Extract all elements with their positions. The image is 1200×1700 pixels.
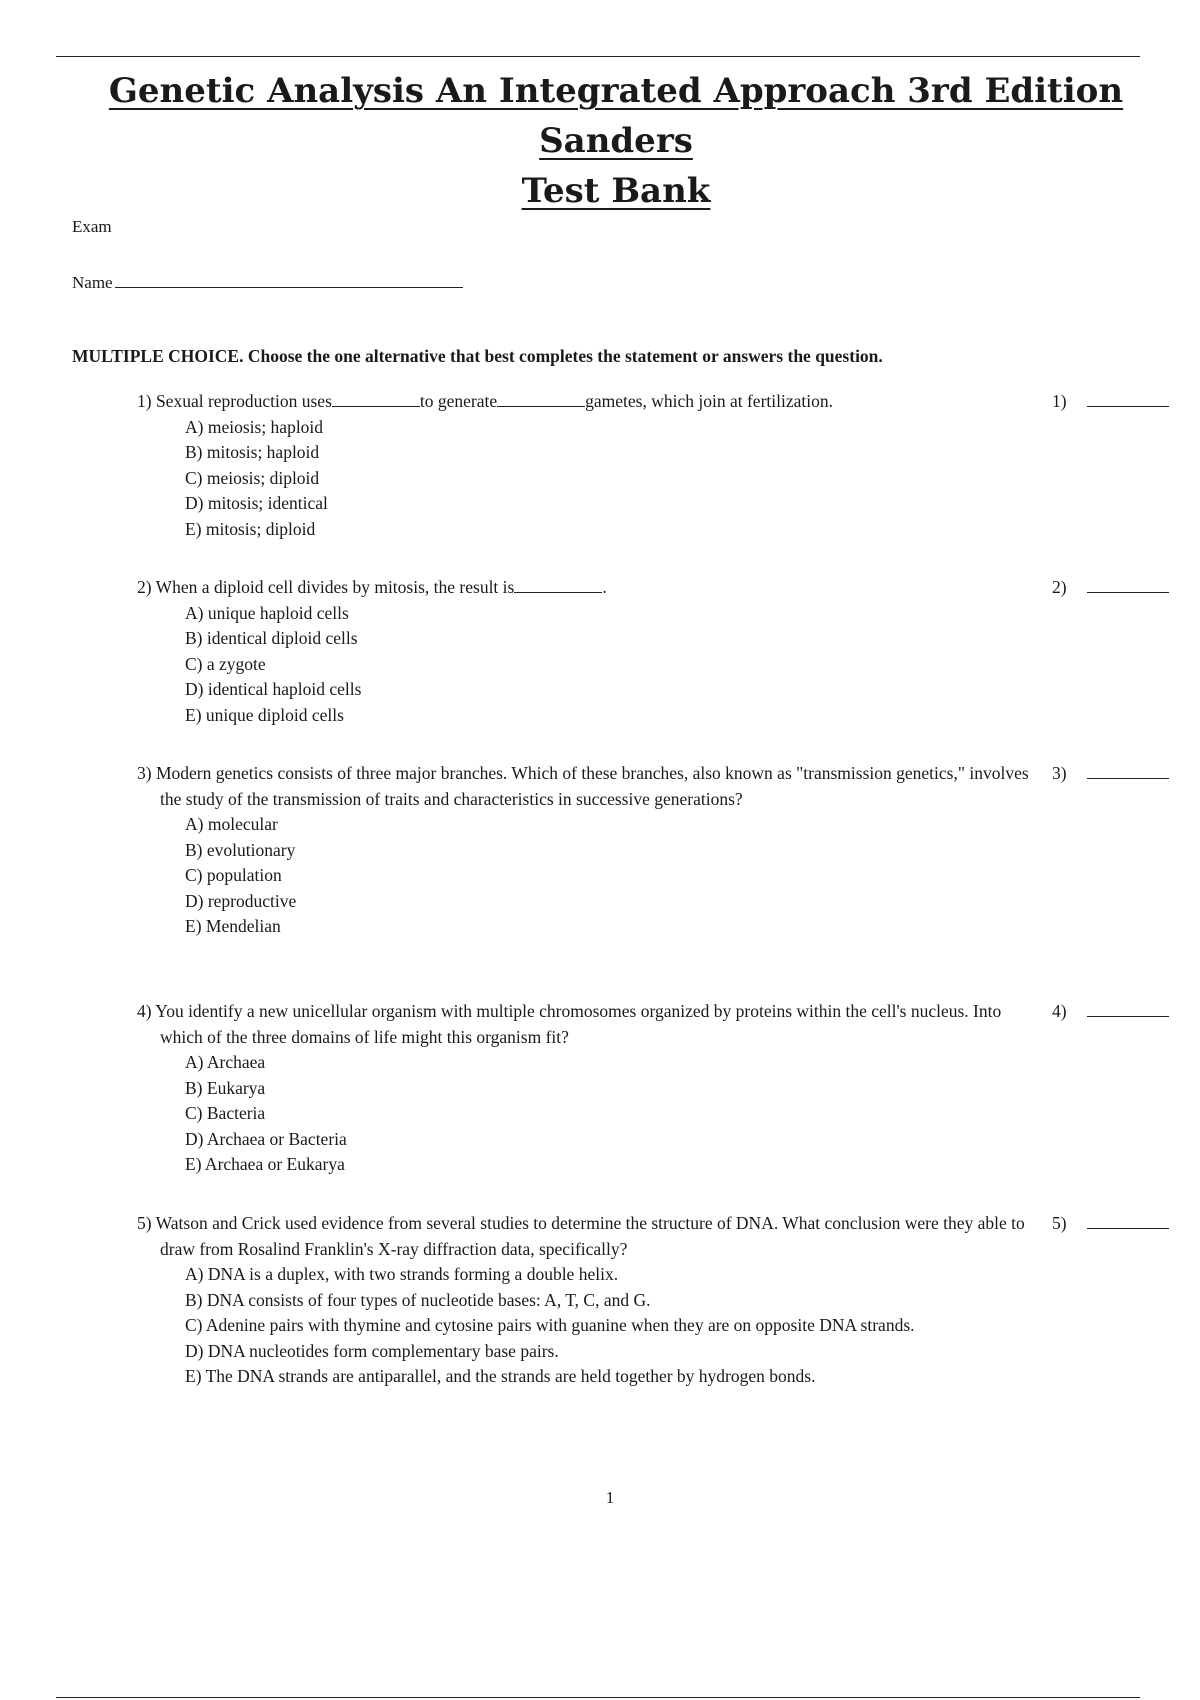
name-field xyxy=(72,269,463,293)
answer-slot-2[interactable]: 2) xyxy=(1052,575,1169,601)
question-1 xyxy=(137,389,1117,542)
question-3-options xyxy=(137,812,1117,940)
answer-slot-4[interactable]: 4) xyxy=(1052,999,1169,1025)
option[interactable]: E) Mendelian xyxy=(185,916,281,936)
question-5-stem: 5) Watson and Crick used evidence from several studies to determine the structure of DNA. What conclusion were they able to draw from Rosalind Franklin's X-ray diffraction data, specifically? xyxy=(137,1213,1025,1259)
option[interactable]: D) DNA nucleotides form complementary base pairs. xyxy=(185,1340,559,1361)
option[interactable]: E) mitosis; diploid xyxy=(185,518,316,539)
question-5-options xyxy=(137,1262,1117,1390)
question-1-options xyxy=(137,415,1117,543)
option[interactable]: C) a zygote xyxy=(185,653,266,674)
fill-blank xyxy=(514,577,602,593)
answer-slot-3[interactable]: 3) xyxy=(1052,761,1169,787)
answer-line[interactable] xyxy=(1087,1002,1169,1017)
option[interactable]: B) identical diploid cells xyxy=(185,628,358,648)
name-blank-line[interactable] xyxy=(115,269,463,288)
option[interactable]: C) Adenine pairs with thymine and cytosine pairs with guanine when they are on opposite DNA strands. xyxy=(185,1315,915,1335)
question-4 xyxy=(137,999,1117,1178)
option[interactable]: D) identical haploid cells xyxy=(185,679,362,699)
answer-line[interactable] xyxy=(1087,392,1169,407)
question-1-stem: 1) Sexual reproduction uses to generate gametes, which join at fertilization. xyxy=(137,391,833,411)
option[interactable]: D) reproductive xyxy=(185,890,297,911)
answer-line[interactable] xyxy=(1087,764,1169,779)
question-2 xyxy=(137,575,1117,728)
title-line-2: Test Bank xyxy=(521,171,711,211)
option[interactable]: C) meiosis; diploid xyxy=(185,467,320,488)
document-title xyxy=(56,66,1176,216)
exam-label: Exam xyxy=(72,217,112,236)
option[interactable]: A) molecular xyxy=(185,814,278,834)
title-line-1: Genetic Analysis An Integrated Approach 3rd Edition Sanders xyxy=(108,71,1124,161)
option[interactable]: A) unique haploid cells xyxy=(185,602,349,623)
option[interactable]: C) Bacteria xyxy=(185,1103,266,1123)
option[interactable]: E) Archaea or Eukarya xyxy=(185,1154,345,1174)
option[interactable]: B) mitosis; haploid xyxy=(185,442,320,462)
option[interactable]: D) mitosis; identical xyxy=(185,493,328,513)
option[interactable]: B) evolutionary xyxy=(185,839,296,860)
question-4-options xyxy=(137,1050,1117,1178)
top-rule xyxy=(56,56,1140,57)
question-3-stem: 3) Modern genetics consists of three major branches. Which of these branches, also known as "transmission genetics," involves the study of the transmission of traits and characteristics in successive generations? xyxy=(137,763,1029,809)
option[interactable]: D) Archaea or Bacteria xyxy=(185,1128,347,1149)
fill-blank xyxy=(332,391,420,407)
option[interactable]: E) The DNA strands are antiparallel, and the strands are held together by hydrogen bonds. xyxy=(185,1366,816,1386)
question-3 xyxy=(137,761,1117,940)
answer-line[interactable] xyxy=(1087,578,1169,593)
question-2-options xyxy=(137,601,1117,729)
option[interactable]: A) DNA is a duplex, with two strands forming a double helix. xyxy=(185,1264,619,1284)
question-2-stem: 2) When a diploid cell divides by mitosis, the result is . xyxy=(137,577,607,597)
option[interactable]: B) DNA consists of four types of nucleotide bases: A, T, C, and G. xyxy=(185,1289,651,1310)
answer-line[interactable] xyxy=(1087,1214,1169,1229)
instructions: MULTIPLE CHOICE. Choose the one alternative that best completes the statement or answers the question. xyxy=(72,346,883,366)
option[interactable]: C) population xyxy=(185,865,282,885)
name-label: Name xyxy=(72,273,113,292)
answer-slot-1[interactable]: 1) xyxy=(1052,389,1169,415)
question-5 xyxy=(137,1211,1117,1390)
option[interactable]: A) meiosis; haploid xyxy=(185,416,324,437)
bottom-rule xyxy=(56,1697,1140,1698)
option[interactable]: B) Eukarya xyxy=(185,1077,266,1098)
option[interactable]: E) unique diploid cells xyxy=(185,704,344,725)
fill-blank xyxy=(497,391,585,407)
option[interactable]: A) Archaea xyxy=(185,1052,266,1072)
page-number: 1 xyxy=(605,1488,615,1507)
question-4-stem: 4) You identify a new unicellular organism with multiple chromosomes organized by proteins within the cell's nucleus. Into which of the three domains of life might this organism fit? xyxy=(137,1001,1002,1047)
answer-slot-5[interactable]: 5) xyxy=(1052,1211,1169,1237)
